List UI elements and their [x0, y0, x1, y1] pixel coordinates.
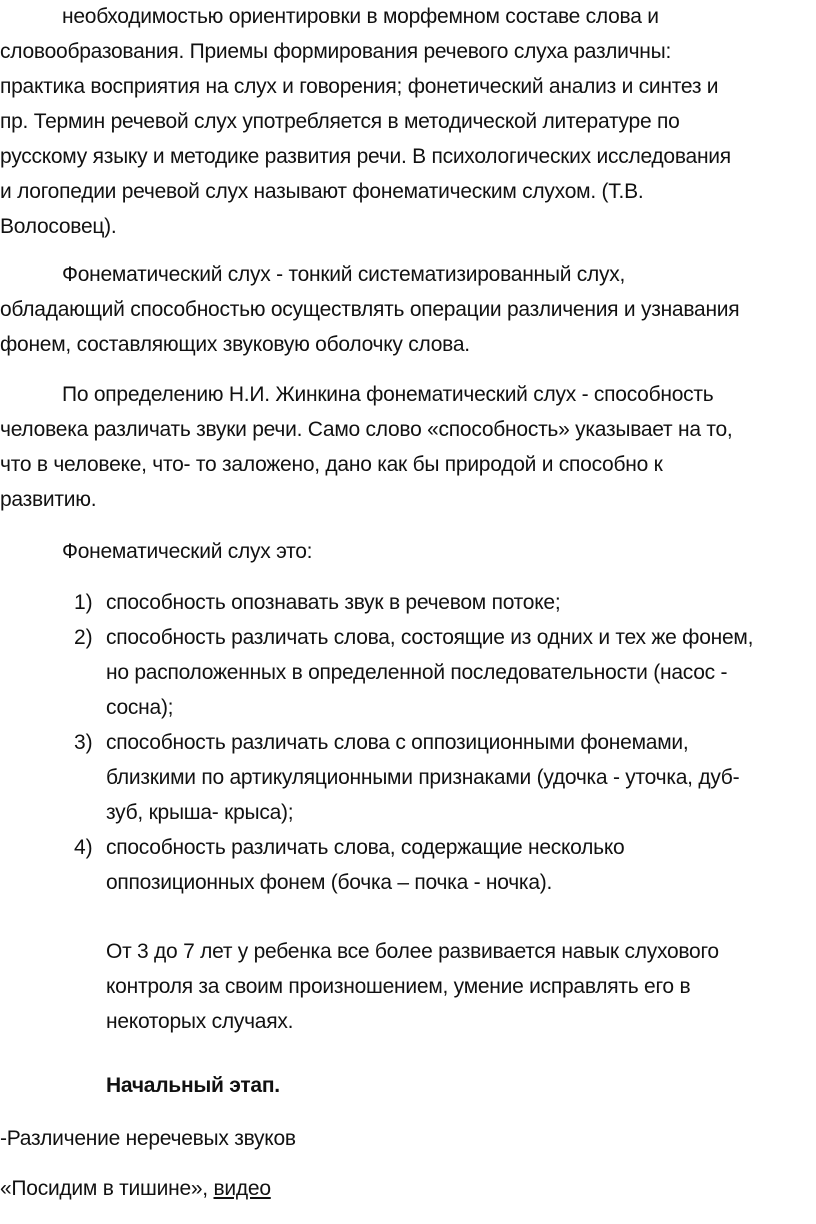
game-line — [0, 1172, 271, 1206]
paragraph-3-line-2: человека различать звуки речи. Само слово «способность» указывает на то, — [0, 418, 733, 441]
list-item-number: 2) — [74, 626, 93, 649]
list-intro: Фонематический слух это: — [62, 540, 313, 563]
game-title: «Посидим в тишине», — [0, 1177, 208, 1200]
stage-item: -Различение неречевых звуков — [0, 1127, 296, 1150]
video-link[interactable]: видео — [213, 1177, 271, 1200]
list-item-number: 3) — [74, 731, 93, 754]
paragraph-4-line-1: От 3 до 7 лет у ребенка все более развивается навык слухового — [106, 940, 719, 963]
paragraph-3-line-3: что в человеке, что- то заложено, дано как бы природой и способно к — [0, 453, 663, 476]
list-item-line: способность опознавать звук в речевом потоке; — [106, 591, 561, 614]
list-item-line: способность различать слова, состоящие из одних и тех же фонем, — [106, 626, 754, 649]
list-item-line: но расположенных в определенной последовательности (насос - — [106, 661, 728, 684]
paragraph-4-line-2: контроля за своим произношением, умение исправлять его в — [106, 975, 691, 998]
paragraph-1-line-7: Волосовец). — [0, 215, 117, 238]
paragraph-3-line-4: развитию. — [0, 488, 97, 511]
list-item-line: способность различать слова с оппозиционными фонемами, — [106, 731, 689, 754]
list-item-line: сосна); — [106, 696, 174, 719]
paragraph-4-line-3: некоторых случаях. — [106, 1010, 294, 1033]
list-item-line: оппозиционных фонем (бочка – почка - ночка). — [106, 871, 553, 894]
list-item-line: зуб, крыша- крыса); — [106, 801, 294, 824]
list-item-line: способность различать слова, содержащие несколько — [106, 836, 625, 859]
paragraph-1-line-2: словообразования. Приемы формирования речевого слуха различны: — [0, 40, 672, 63]
paragraph-2-line-3: фонем, составляющих звуковую оболочку слова. — [0, 333, 470, 356]
paragraph-1-line-5: русскому языку и методике развития речи. В психологических исследования — [0, 145, 731, 168]
paragraph-1-line-3: практика восприятия на слух и говорения; фонетический анализ и синтез и — [0, 75, 719, 98]
paragraph-1-line-1: необходимостью ориентировки в морфемном составе слова и — [62, 5, 659, 28]
paragraph-3-line-1: По определению Н.И. Жинкина фонематический слух - способность — [62, 383, 714, 406]
list-item-number: 4) — [74, 836, 93, 859]
list-item-number: 1) — [74, 591, 93, 614]
paragraph-2-line-1: Фонематический слух - тонкий систематизированный слух, — [62, 263, 626, 286]
paragraph-2-line-2: обладающий способностью осуществлять операции различения и узнавания — [0, 298, 740, 321]
paragraph-1-line-6: и логопедии речевой слух называют фонематическим слухом. (Т.В. — [0, 180, 644, 203]
paragraph-1-line-4: пр. Термин речевой слух употребляется в методической литературе по — [0, 110, 680, 133]
list-item-line: близкими по артикуляционными признаками (удочка - уточка, дуб- — [106, 766, 740, 789]
section-heading: Начальный этап. — [106, 1074, 280, 1097]
